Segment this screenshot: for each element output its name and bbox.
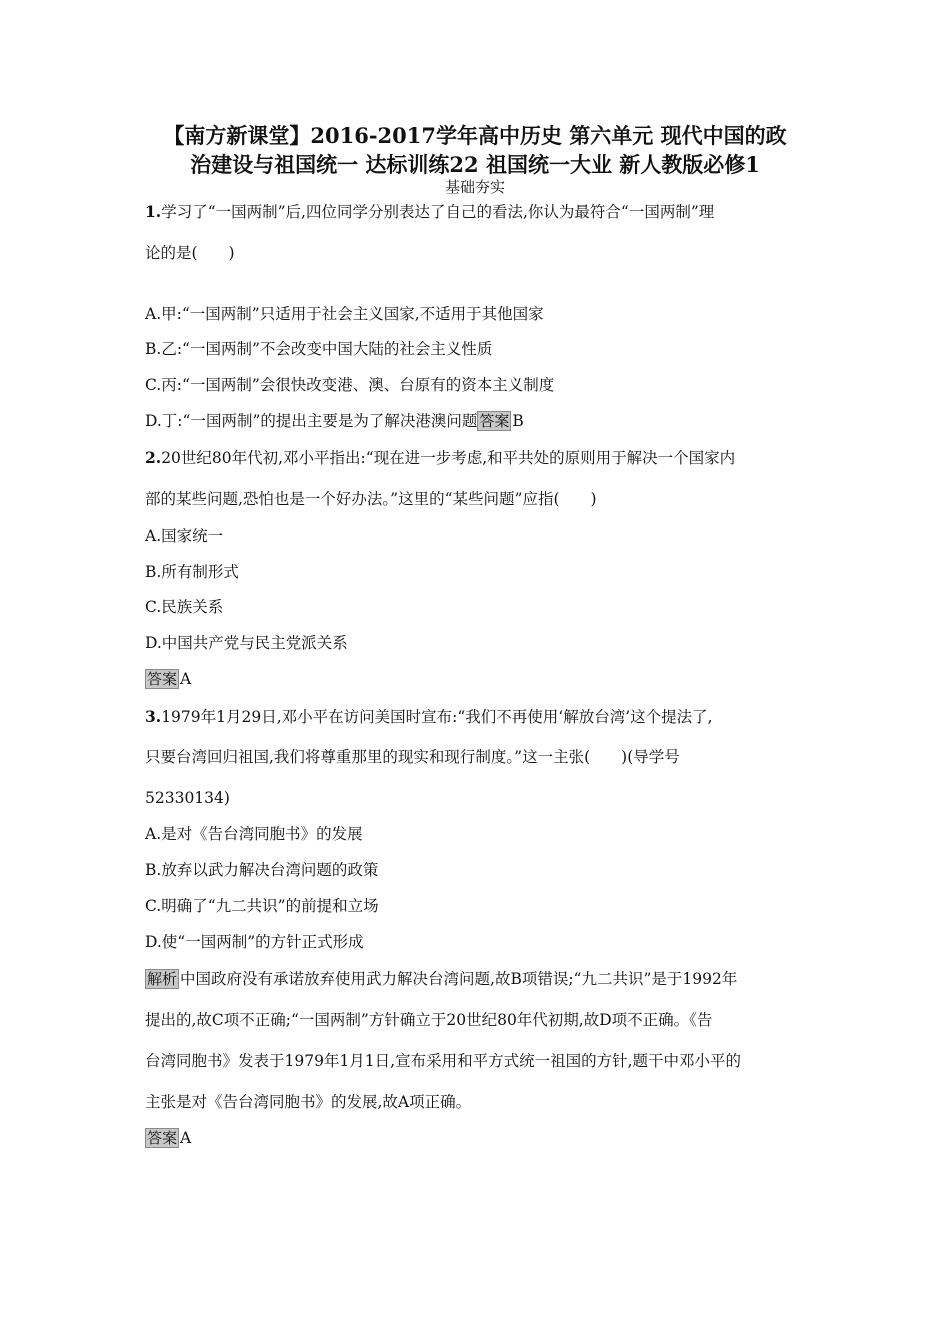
q3-analysis-line-2: 提出的,故C项不正确;“一国两制”方针确立于20世纪80年代初期,故D项不正确。《告 — [145, 1011, 713, 1029]
q2-answer-tag: 答案 — [147, 670, 178, 688]
q1-option-d: D.丁:“一国两制”的提出主要是为了解决港澳问题 — [145, 412, 478, 430]
q1-number: 1. — [145, 202, 162, 221]
q3-analysis-text-1: 中国政府没有承诺放弃使用武力解决台湾问题,故B项错误;“九二共识”是于1992年 — [180, 970, 738, 988]
q3-analysis-line-4: 主张是对《告台湾同胞书》的发展,故A项正确。 — [145, 1093, 472, 1111]
q2-stem-text-1: 20世纪80年代初,邓小平指出:“现在进一步考虑,和平共处的原则用于解决一个国家内 — [161, 449, 736, 467]
q1-stem-line-1 — [145, 201, 714, 223]
q3-answer: A — [180, 1129, 192, 1147]
q3-analysis-tag: 解析 — [147, 970, 178, 988]
q2-number: 2. — [145, 448, 162, 467]
q3-stem-text-1: 1979年1月29日,邓小平在访问美国时宣布:“我们不再使用‘解放台湾’这个提法了, — [161, 708, 713, 726]
q1-option-d-row — [145, 410, 524, 432]
q1-stem-line-2: 论的是( ) — [145, 244, 235, 262]
q3-answer-tag: 答案 — [147, 1129, 178, 1147]
q3-stem-line-3: 52330134) — [145, 789, 230, 807]
q2-option-d: D.中国共产党与民主党派关系 — [145, 634, 348, 652]
document-title-line-2: 治建设与祖国统一 达标训练22 祖国统一大业 新人教版必修1 — [190, 152, 760, 177]
q1-option-c: C.丙:“一国两制”会很快改变港、澳、台原有的资本主义制度 — [145, 376, 555, 394]
q3-number: 3. — [145, 707, 162, 726]
q2-answer-row — [145, 668, 191, 690]
section-heading: 基础夯实 — [444, 178, 505, 196]
q2-stem-line-1 — [145, 447, 735, 469]
q3-analysis-line-1 — [145, 968, 737, 990]
document-title-line-1: 【南方新课堂】2016-2017学年高中历史 第六单元 现代中国的政 — [163, 123, 787, 148]
q3-analysis-line-3: 台湾同胞书》发表于1979年1月1日,宣布采用和平方式统一祖国的方针,题干中邓小平的 — [145, 1052, 742, 1070]
q3-option-c: C.明确了“九二共识”的前提和立场 — [145, 897, 379, 915]
q2-option-b: B.所有制形式 — [145, 563, 239, 581]
q2-option-a: A.国家统一 — [145, 527, 224, 545]
q3-stem-line-2: 只要台湾回归祖国,我们将尊重那里的现实和现行制度。”这一主张( )(导学号 — [145, 748, 680, 766]
q3-option-a: A.是对《告台湾同胞书》的发展 — [145, 825, 363, 843]
q1-option-a: A.甲:“一国两制”只适用于社会主义国家,不适用于其他国家 — [145, 305, 544, 323]
q1-option-b: B.乙:“一国两制”不会改变中国大陆的社会主义性质 — [145, 340, 493, 358]
q1-answer-tag: 答案 — [479, 412, 510, 430]
q2-answer: A — [180, 670, 192, 688]
q3-stem-line-1 — [145, 706, 713, 728]
q3-option-d: D.使“一国两制”的方针正式形成 — [145, 933, 364, 951]
q1-answer: B — [512, 412, 524, 430]
q3-answer-row — [145, 1127, 191, 1149]
q1-stem-text-1: 学习了“一国两制”后,四位同学分别表达了自己的看法,你认为最符合“一国两制”理 — [161, 203, 715, 221]
q2-option-c: C.民族关系 — [145, 598, 224, 616]
q2-stem-line-2: 部的某些问题,恐怕也是一个好办法。”这里的“某些问题”应指( ) — [145, 490, 597, 508]
q3-option-b: B.放弃以武力解决台湾问题的政策 — [145, 861, 379, 879]
